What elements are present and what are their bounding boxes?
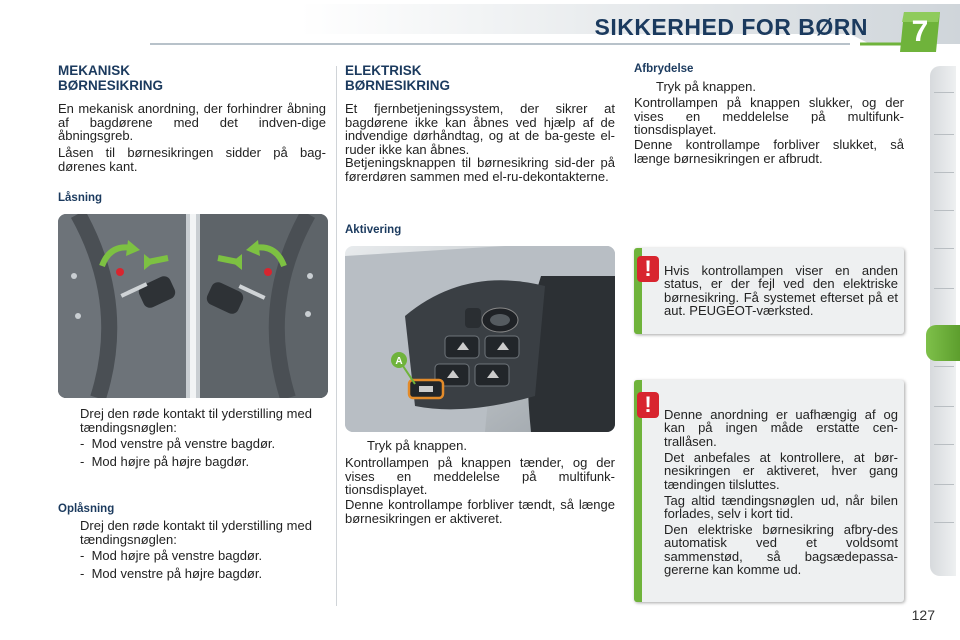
locking-bullet	[58, 407, 328, 434]
activation-p2: Denne kontrollampe forbliver tændt, så længe børnesikringen er aktiveret.	[345, 497, 615, 526]
activation-title: Aktivering	[345, 224, 402, 236]
mechanical-note: Låsen til børnesikringen sidder på bag-dørenes kant.	[58, 145, 326, 174]
callout-a-label: A	[395, 356, 403, 367]
activation-bullet	[345, 439, 615, 453]
deactivation-p2: Denne kontrollampe forbliver slukket, så længe børnesikringen er afbrudt.	[634, 137, 904, 166]
unlocking-bullet	[58, 519, 328, 546]
locking-dash-1-text: Mod venstre på venstre bagdør.	[91, 436, 276, 451]
locking-dash-1: - Mod venstre på venstre bagdør.	[80, 436, 276, 451]
tab-divider	[934, 484, 954, 485]
warning-status-text: Hvis kontrollampen viser en anden status, er der fejl ved den elektriske børnesikring. Få systemet efterset på et aut. PEUGEOT-værksted.	[664, 263, 898, 319]
window-switch-photo	[345, 246, 615, 432]
electric-note: Betjeningsknappen til børnesikring sid-der på førerdøren sammen med el-ru-dekontakterne.	[345, 155, 615, 184]
unlocking-dash-2-text: Mod venstre på højre bagdør.	[91, 566, 263, 581]
activation-p1: Kontrollampen på knappen tænder, og der vises en meddelelse på multifunk-tionsdisplayet.	[345, 455, 615, 497]
locking-dash-2-text: Mod højre på højre bagdør.	[91, 454, 250, 469]
unlocking-title: Oplåsning	[58, 503, 115, 515]
deactivation-p1: Kontrollampen på knappen slukker, og der vises en meddelelse på multifunk-tionsdisplayet.	[634, 95, 904, 137]
tab-divider	[934, 134, 954, 135]
warning-safety-p4: Den elektriske børnesikring afbry-des automatisk ved et voldsomt sammenstød, så bagsædepassa-gererne kan komme ud.	[664, 522, 898, 578]
locking-dash-2: - Mod højre på højre bagdør.	[80, 454, 250, 469]
tab-divider	[934, 444, 954, 445]
column-divider	[336, 66, 337, 606]
warning-safety-p3: Tag altid tændingsnøglen ud, når bilen forlades, selv i kort tid.	[664, 493, 898, 522]
electric-heading: ELEKTRISK BØRNESIKRING	[345, 63, 451, 93]
electric-intro: Et fjernbetjeningssystem, der sikrer at bagdørene ikke kan åbnes ved hjælp af de indvendige dørhåndtag, og at de ba-geste el-ruder ikke kan åbnes.	[345, 101, 615, 157]
tab-divider	[934, 288, 954, 289]
warning-box-safety	[634, 380, 904, 602]
chapter-tab-strip[interactable]	[930, 66, 956, 576]
warning-safety-p2: Det anbefales at kontrollere, at bør-nesikringen er aktiveret, hver gang tændingen tilsluttes.	[664, 450, 898, 492]
tab-divider	[934, 366, 954, 367]
door-lock-photo	[58, 214, 328, 398]
page-title: SIKKERHED FOR BØRN	[594, 14, 868, 40]
warning-safety-p1: Denne anordning er uafhængig af og kan på ingen måde erstatte cen-trallåsen.	[664, 407, 898, 449]
unlocking-dash-1: - Mod højre på venstre bagdør.	[80, 548, 263, 563]
tab-divider	[934, 92, 954, 93]
unlocking-bullet-text: Drej den røde kontakt til yderstilling med tændingsnøglen:	[80, 518, 312, 547]
page-number: 127	[911, 607, 935, 623]
tab-divider	[934, 248, 954, 249]
warning-icon: !	[637, 392, 659, 418]
locking-bullet-text: Drej den røde kontakt til yderstilling med tændingsnøglen:	[80, 406, 312, 435]
deactivation-bullet-text: Tryk på knappen.	[656, 79, 756, 94]
deactivation-title: Afbrydelse	[634, 63, 694, 75]
unlocking-dash-1-text: Mod højre på venstre bagdør.	[91, 548, 263, 563]
warning-box-status	[634, 248, 904, 334]
mechanical-intro: En mekanisk anordning, der forhindrer åbning af bagdørene med det indven-dige åbningsgreb.	[58, 101, 326, 143]
chapter-number: 7	[911, 15, 929, 48]
tab-divider	[934, 172, 954, 173]
deactivation-bullet	[634, 80, 904, 94]
locking-title: Låsning	[58, 192, 103, 204]
mechanical-heading: MEKANISK BØRNESIKRING	[58, 63, 164, 93]
active-chapter-tab[interactable]	[926, 325, 960, 361]
tab-divider	[934, 522, 954, 523]
tab-divider	[934, 210, 954, 211]
unlocking-dash-2: - Mod venstre på højre bagdør.	[80, 566, 263, 581]
warning-icon: !	[637, 256, 659, 282]
tab-divider	[934, 406, 954, 407]
activation-bullet-text: Tryk på knappen.	[367, 438, 467, 453]
